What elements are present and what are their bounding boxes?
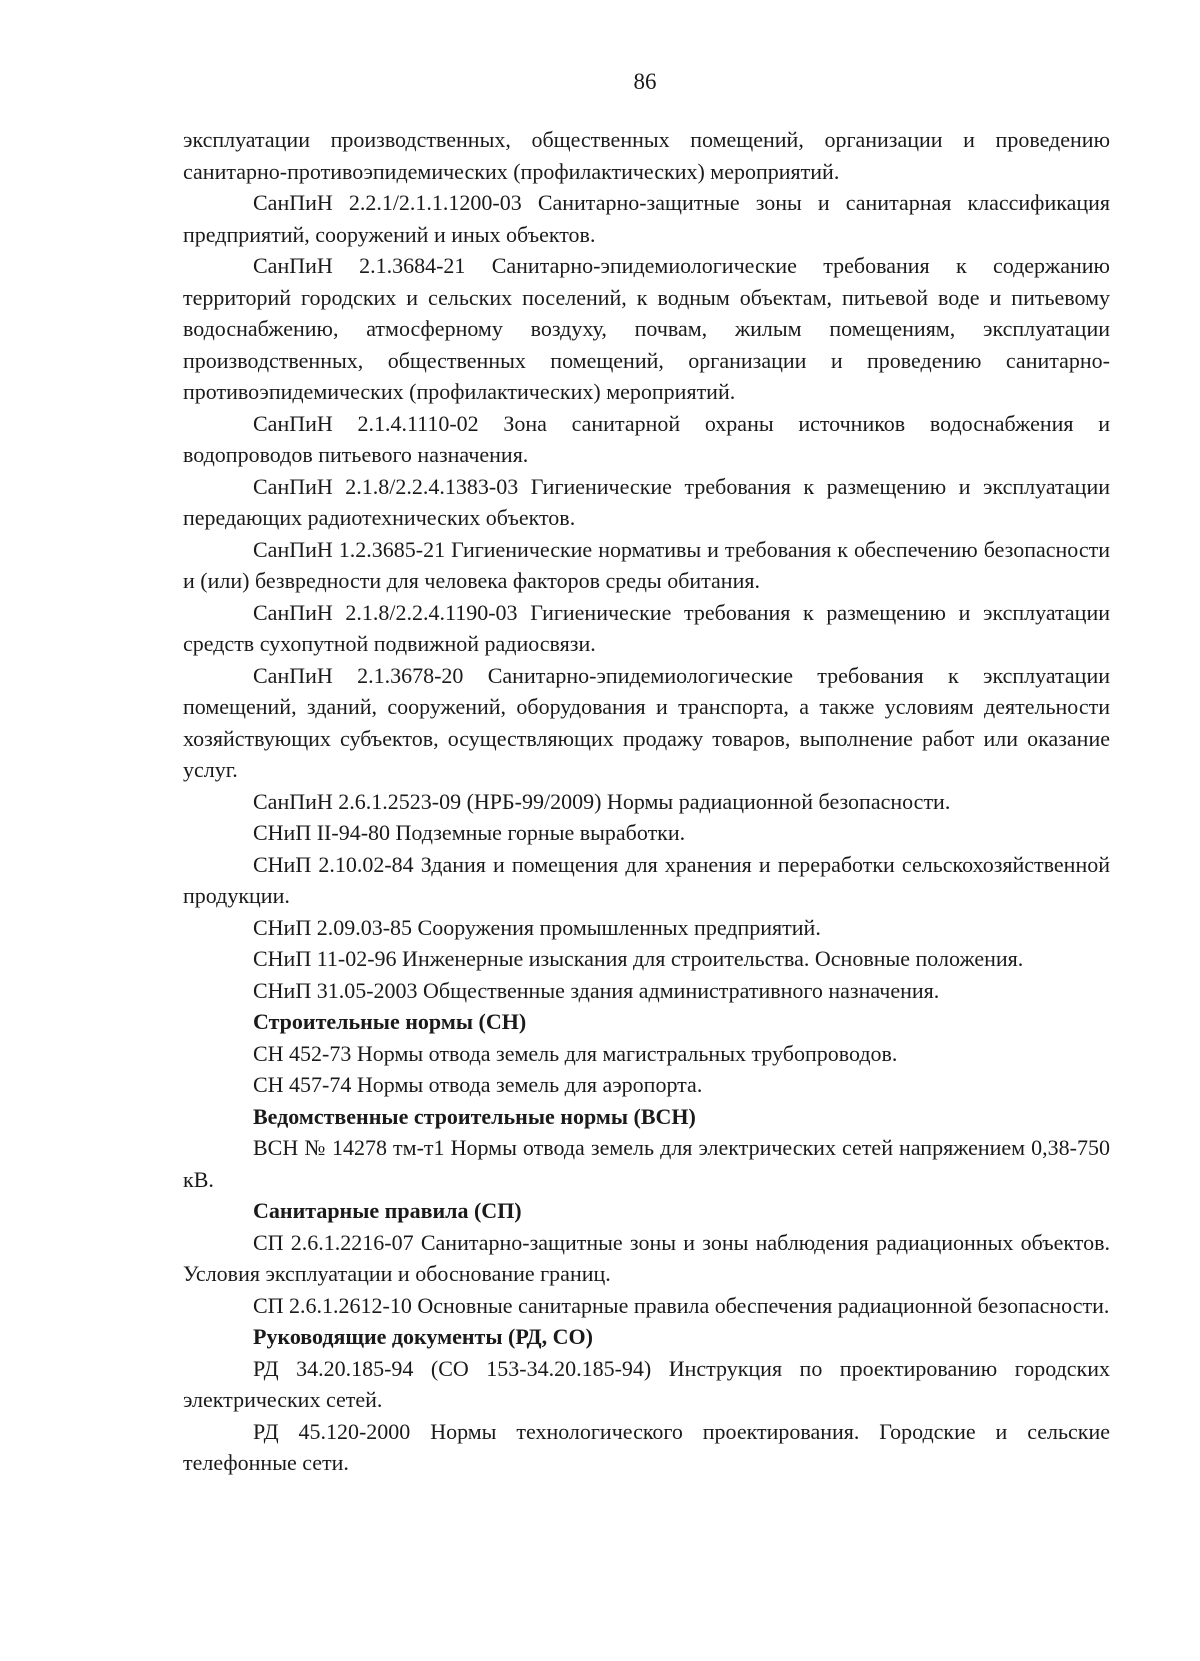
- paragraph-snip-09-03: СНиП 2.09.03-85 Сооружения промышленных предприятий.: [253, 914, 821, 940]
- paragraph-sanpin-1110: СанПиН 2.1.4.1110-02 Зона санитарной охраны источников водоснабжения и водопроводов питьевого назначения.: [183, 410, 1110, 467]
- page-number: 86: [633, 69, 657, 94]
- paragraph-continuation: эксплуатации производственных, общественных помещений, организации и проведению санитарно-противоэпидемических (профилактических) мероприятий.: [183, 127, 1110, 184]
- paragraph-sanpin-3684: СанПиН 2.1.3684-21 Санитарно-эпидемиологические требования к содержанию территорий городских и сельских поселений, к водным объектам, питьевой воде и питьевому водоснабжению, атмосферному воздуху, почвам, жилым помещениям, эксплуатации производственных, общественных помещений, организации и проведению санитарно-противоэпидемических (профилактических) мероприятий.: [183, 253, 1110, 404]
- section-heading-vsn: Ведомственные строительные нормы (ВСН): [253, 1103, 696, 1129]
- paragraph-sp-2612: СП 2.6.1.2612-10 Основные санитарные правила обеспечения радиационной безопасности.: [253, 1292, 1110, 1318]
- paragraph-sn-457: СН 457-74 Нормы отвода земель для аэропорта.: [253, 1072, 703, 1097]
- paragraph-sanpin-1190: СанПиН 2.1.8/2.2.4.1190-03 Гигиенические требования к размещению и эксплуатации средств сухопутной подвижной радиосвязи.: [183, 599, 1110, 656]
- section-heading-rd: Руководящие документы (РД, СО): [253, 1324, 593, 1349]
- paragraph-sp-2216: СП 2.6.1.2216-07 Санитарно-защитные зоны и зоны наблюдения радиационных объектов. Условия эксплуатации и обоснование границ.: [183, 1229, 1110, 1286]
- paragraph-sanpin-1383: СанПиН 2.1.8/2.2.4.1383-03 Гигиенические требования к размещению и эксплуатации передающих радиотехнических объектов.: [183, 473, 1110, 530]
- paragraph-rd-34-20: РД 34.20.185-94 (СО 153-34.20.185-94) Инструкция по проектированию городских электрических сетей.: [183, 1355, 1110, 1412]
- paragraph-sanpin-3678: СанПиН 2.1.3678-20 Санитарно-эпидемиологические требования к эксплуатации помещений, зданий, сооружений, оборудования и транспорта, а также условиям деятельности хозяйствующих субъектов, осуществляющих продажу товаров, выполнение работ или оказание услуг.: [183, 662, 1110, 782]
- section-heading-sp: Санитарные правила (СП): [253, 1198, 522, 1223]
- document-body: [183, 124, 1110, 1479]
- paragraph-snip-10-02: СНиП 2.10.02-84 Здания и помещения для хранения и переработки сельскохозяйственной продукции.: [183, 851, 1110, 908]
- paragraph-snip-31-05: СНиП 31.05-2003 Общественные здания административного назначения.: [253, 977, 940, 1003]
- section-heading-sn: Строительные нормы (СН): [253, 1009, 527, 1034]
- paragraph-snip-11-02: СНиП 11-02-96 Инженерные изыскания для строительства. Основные положения.: [253, 946, 1024, 971]
- paragraph-sanpin-2523: СанПиН 2.6.1.2523-09 (НРБ-99/2009) Нормы радиационной безопасности.: [253, 788, 951, 814]
- paragraph-vsn-14278: ВСН № 14278 тм-т1 Нормы отвода земель для электрических сетей напряжением 0,38-750 кВ.: [183, 1135, 1110, 1192]
- paragraph-snip-94-80: СНиП II-94-80 Подземные горные выработки.: [253, 820, 686, 845]
- paragraph-sn-452: СН 452-73 Нормы отвода земель для магистральных трубопроводов.: [253, 1040, 898, 1066]
- paragraph-rd-45-120: РД 45.120-2000 Нормы технологического проектирования. Городские и сельские телефонные сети.: [183, 1418, 1110, 1475]
- paragraph-sanpin-3685: СанПиН 1.2.3685-21 Гигиенические нормативы и требования к обеспечению безопасности и (или) безвредности для человека факторов среды обитания.: [183, 536, 1110, 593]
- paragraph-sanpin-1200: СанПиН 2.2.1/2.1.1.1200-03 Санитарно-защитные зоны и санитарная классификация предприятий, сооружений и иных объектов.: [183, 190, 1110, 247]
